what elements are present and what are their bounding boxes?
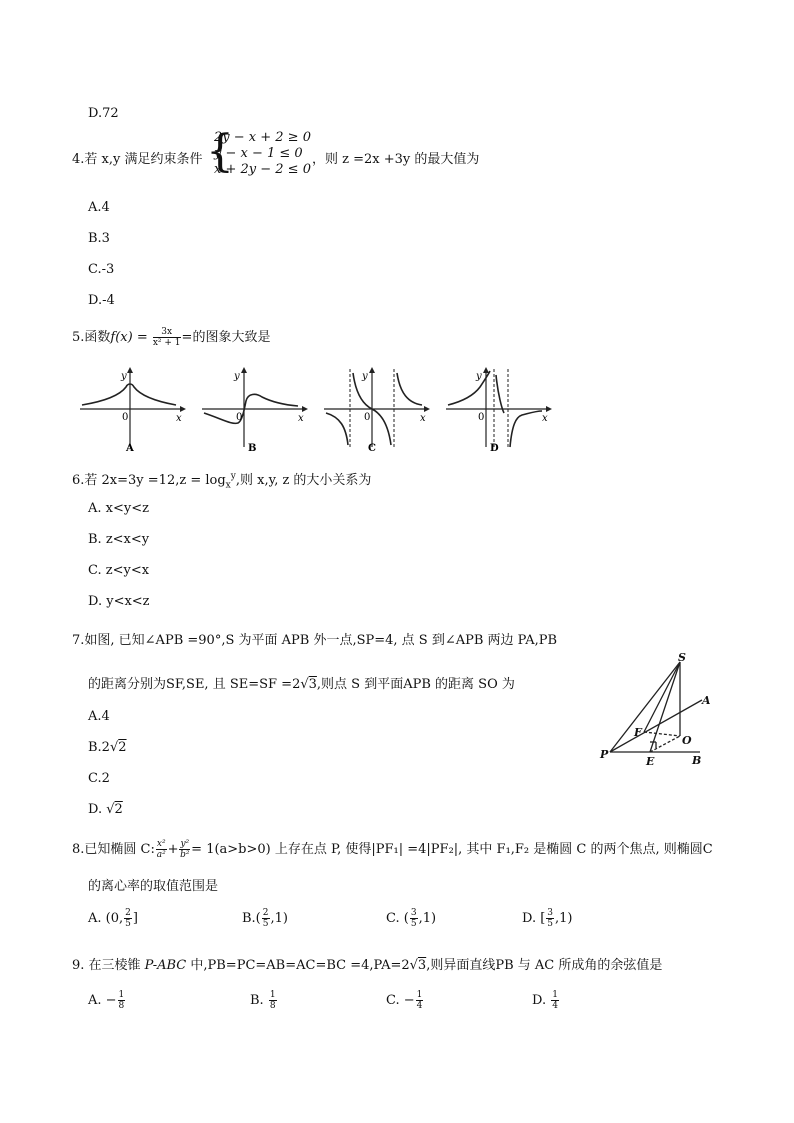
q8-opt-a-num: 2 (125, 908, 131, 918)
q3-option-d: D.72 (88, 106, 119, 121)
q5-b-axis-x: x (298, 413, 304, 424)
q9-opt-d-den: 4 (552, 1001, 558, 1011)
q9-opt-c-frac (416, 990, 424, 1011)
q9-option-d (532, 990, 560, 1011)
q8-opt-b-den: 5 (262, 919, 269, 929)
q6-stem-sup: y (230, 471, 236, 482)
q4-stem-prefix: 4.若 x,y 满足约束条件 (72, 152, 203, 167)
q9-opt-b-label: B. (250, 993, 268, 1008)
q6-stem-sub: x (225, 480, 231, 491)
q5-a-label: A (126, 443, 134, 454)
q7-option-d (88, 802, 123, 817)
q8-opt-a-label: A. (0, (88, 911, 124, 926)
q7-line1: 7.如图, 已知∠APB =90°,S 为平面 APB 外一点,SP=4, 点 S 到∠APB 两边 PA,PB (72, 633, 558, 648)
q7-option-a: A.4 (88, 709, 110, 724)
q8-frac-2-num: y² (180, 839, 190, 849)
q8-opt-c-end: ,1) (418, 911, 437, 926)
q9-stem-rad: 3 (417, 958, 427, 973)
q8-opt-a-den: 5 (125, 919, 131, 929)
q8-stem-b: = 1(a>b>0) 上存在点 P, 使得|PF₁| =4|PF₂|, 其中 F₁,F₂ 是椭圆 C 的两个焦点, 则椭圆C (191, 842, 713, 857)
q5-b-axis-y: y (234, 371, 240, 382)
q5-c-axis-x: x (420, 413, 426, 424)
q8-option-b (242, 908, 288, 929)
q6-option-a: A. x<y<z (88, 501, 149, 516)
q8-frac-1-num: x² (156, 839, 166, 849)
q4-constraints (214, 130, 311, 178)
q8-opt-b-num: 2 (262, 908, 269, 918)
q6-stem-end: ,则 x,y, z 的大小关系为 (235, 473, 372, 488)
q8-stem-a: 8.已知椭圆 C: (72, 842, 155, 857)
q7-sqrt-symbol: √ (300, 677, 309, 692)
q7-fig-label-e: E (646, 755, 655, 768)
q7-option-b-sqrt: √ (109, 740, 119, 755)
q5-a-axis-x: x (176, 413, 182, 424)
q5-d-origin: 0 (478, 412, 485, 423)
q7-line2-rad: 3 (308, 677, 317, 692)
q8-opt-d-den: 5 (547, 919, 554, 929)
q9-opt-c-den: 4 (416, 1001, 423, 1011)
q9-opt-c-label: C. − (386, 993, 415, 1008)
q8-opt-b-frac (262, 908, 270, 929)
q4-brace: { (206, 126, 234, 177)
q6-option-c: C. z<y<x (88, 563, 150, 578)
q7-option-d-sqrt: √ (106, 802, 115, 817)
q8-frac-2 (179, 839, 190, 860)
q6-option-d: D. y<x<z (88, 594, 150, 609)
q5-d-axis-y: y (476, 371, 482, 382)
q9-option-b (250, 990, 278, 1011)
q8-opt-c-num: 3 (410, 908, 417, 918)
q9-stem-a: 9. 在三棱锥 (72, 958, 145, 973)
q9-opt-a-num: 1 (118, 990, 125, 1000)
q8-opt-d-label: D. [ (522, 911, 546, 926)
q5-b-label: B (248, 443, 257, 454)
q4-constraint-1: 2y − x + 2 ≥ 0 (214, 130, 311, 145)
q6-stem (72, 469, 371, 491)
q5-prefix: 5.函数 (72, 330, 111, 345)
q7-option-d-rad: 2 (114, 802, 123, 817)
q4-option-d: D.-4 (88, 293, 115, 308)
q5-a-axis-y: y (121, 371, 127, 382)
q8-opt-b-label: B.( (242, 911, 261, 926)
q4-option-a: A.4 (88, 200, 110, 215)
q8-opt-d-num: 3 (547, 908, 554, 918)
q8-opt-a-frac (124, 908, 132, 929)
q5-a-origin: 0 (122, 412, 129, 423)
q4-stem-suffix: ，则 z =2x +3y 的最大值为 (312, 152, 480, 167)
q4-constraint-3: x + 2y − 2 ≤ 0 (214, 162, 311, 177)
q8-option-d (522, 908, 573, 929)
q8-opt-b-end: ,1) (270, 911, 288, 926)
q5-stem (72, 326, 270, 348)
q9-opt-d-frac (551, 990, 559, 1011)
q5-suffix: =的图象大致是 (181, 330, 271, 345)
q7-fig-label-a: A (702, 694, 711, 707)
q5-frac-den: x² + 1 (152, 338, 181, 348)
q9-stem-b: 中,PB=PC=AB=AC=BC =4,PA=2 (186, 958, 410, 973)
q4-option-b: B.3 (88, 231, 110, 246)
q7-option-d-label: D. (88, 802, 107, 817)
q9-stem-c: ,则异面直线PB 与 AC 所成角的余弦值是 (426, 958, 663, 973)
q9-opt-c-num: 1 (416, 990, 423, 1000)
q8-stem (72, 838, 713, 860)
q5-graph-a (76, 365, 188, 455)
q5-func: f(x) = (110, 330, 148, 345)
q9-option-c (386, 990, 424, 1011)
q7-option-c: C.2 (88, 771, 110, 786)
q5-fraction (153, 327, 181, 348)
q8-opt-d-frac (546, 908, 554, 929)
q8-line2: 的离心率的取值范围是 (88, 879, 219, 894)
q8-opt-a-end: ] (132, 911, 138, 926)
q5-frac-num: 3x (153, 327, 181, 338)
q5-c-origin: 0 (364, 412, 371, 423)
q7-option-b-rad: 2 (118, 740, 127, 755)
q5-graph-c (320, 365, 432, 455)
q9-stem-pyr: P-ABC (144, 958, 187, 973)
q5-d-axis-x: x (542, 413, 548, 424)
q7-fig-label-s: S (678, 652, 686, 664)
q9-stem (72, 954, 662, 973)
q8-opt-c-label: C. ( (386, 911, 409, 926)
q9-sqrt-symbol: √ (409, 958, 418, 973)
q9-opt-a-den: 8 (118, 1001, 125, 1011)
q4-option-c: C.-3 (88, 262, 115, 277)
q9-option-a (88, 990, 126, 1011)
q8-frac-1-den: a² (156, 850, 166, 860)
q5-graph-b (198, 365, 310, 455)
q8-opt-c-frac (410, 908, 418, 929)
q7-fig-label-b: B (692, 754, 702, 767)
q7-fig-label-p: P (600, 748, 609, 761)
q5-d-label: D (490, 443, 499, 454)
q5-graph-d (442, 365, 554, 455)
q7-fig-label-o: O (682, 734, 692, 747)
q7-line2 (88, 673, 515, 692)
q8-option-c (386, 908, 436, 929)
q9-opt-a-label: A. − (88, 993, 117, 1008)
q7-option-b-label: B.2 (88, 740, 110, 755)
q5-b-origin: 0 (236, 412, 243, 423)
q5-c-axis-y: y (362, 371, 368, 382)
q9-opt-d-num: 1 (552, 990, 558, 1000)
q5-c-label: C (368, 443, 376, 454)
q8-opt-d-end: ,1) (555, 911, 573, 926)
q4-constraint-2: y − x − 1 ≤ 0 (214, 146, 303, 161)
q7-fig-label-f: F (634, 726, 642, 739)
q6-stem-a: 6.若 2x=3y =12,z = log (72, 473, 226, 488)
q8-option-a (88, 908, 138, 929)
q9-opt-a-frac (118, 990, 126, 1011)
q7-option-b (88, 740, 127, 755)
q6-option-b: B. z<x<y (88, 532, 150, 547)
q7-line2-a: 的距离分别为SF,SE, 且 SE=SF =2 (88, 677, 301, 692)
q8-opt-c-den: 5 (410, 919, 417, 929)
q7-line2-b: ,则点 S 到平面APB 的距离 SO 为 (316, 677, 515, 692)
q9-opt-d-label: D. (532, 993, 551, 1008)
q8-frac-1 (156, 839, 167, 860)
q9-opt-b-den: 8 (269, 1001, 276, 1011)
q9-opt-b-frac (269, 990, 277, 1011)
q8-plus: + (167, 842, 179, 857)
q8-frac-2-den: b² (180, 850, 190, 860)
q9-opt-b-num: 1 (269, 990, 276, 1000)
q7-figure (598, 652, 718, 770)
